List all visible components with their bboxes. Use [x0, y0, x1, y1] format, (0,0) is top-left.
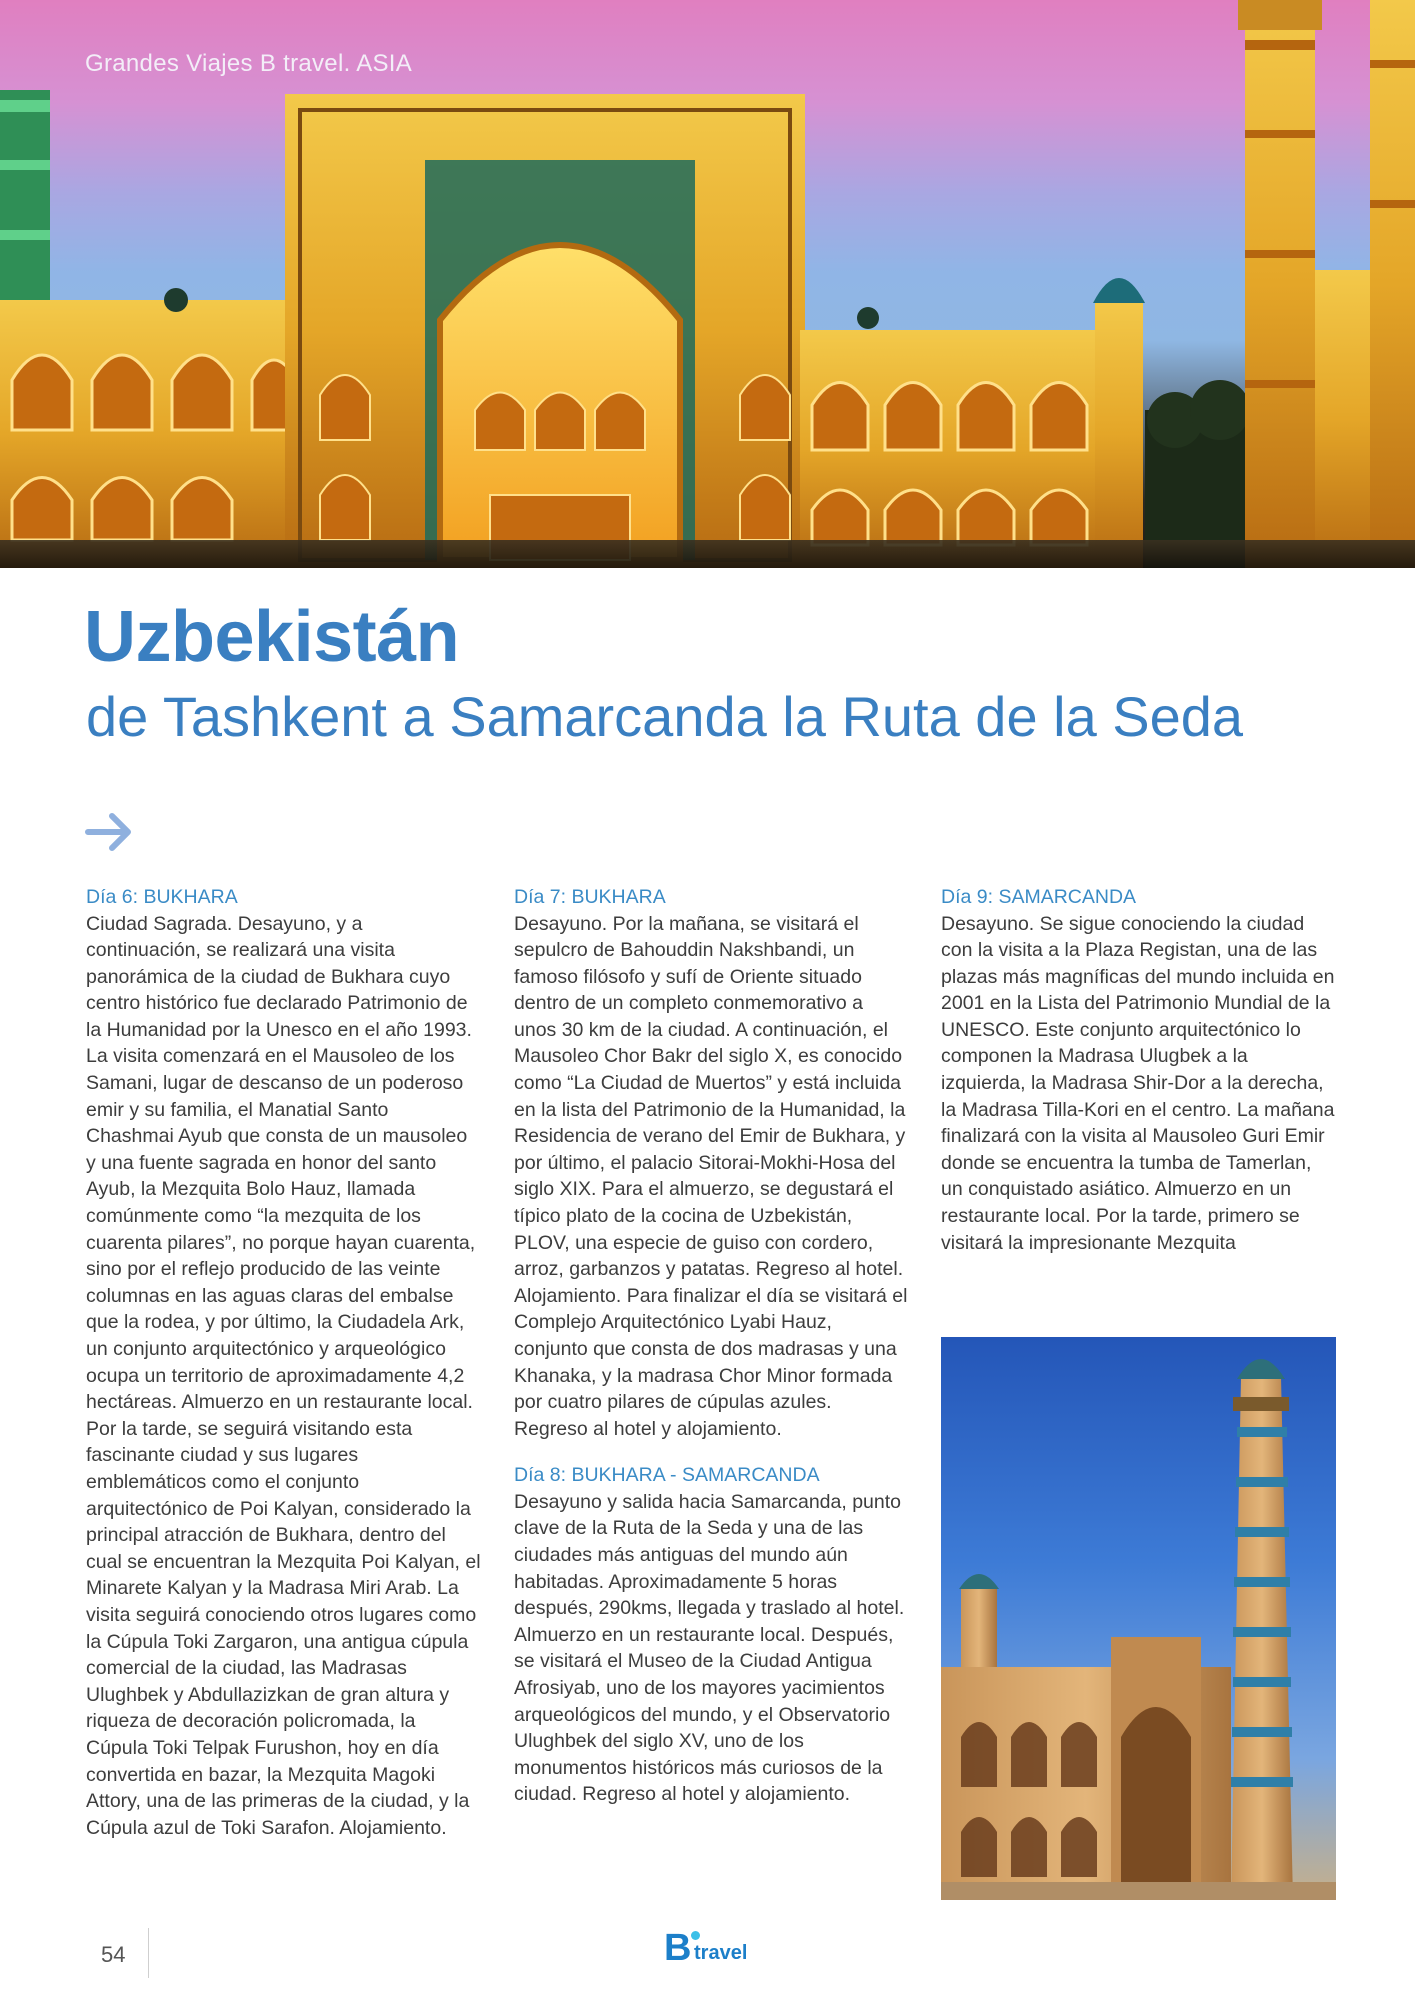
hero-photo — [0, 0, 1415, 568]
day-heading: Día 9: SAMARCANDA — [941, 886, 1137, 908]
day-heading: Día 8: BUKHARA - SAMARCANDA — [514, 1464, 820, 1487]
itinerary-column-2 — [514, 884, 909, 1808]
logo-dot-icon — [691, 1931, 700, 1940]
registan-illustration — [0, 0, 1415, 568]
itinerary-column-3 — [941, 884, 1336, 1256]
page-title: Uzbekistán — [84, 597, 460, 677]
khiva-illustration — [941, 1337, 1336, 1900]
day-heading: Día 7: BUKHARA — [514, 886, 666, 908]
day-description: Desayuno. Se sigue conociendo la ciudad con la visita a la Plaza Registan, una de las plazas más magníficas del mundo incluida en 2001 en la Lista del Patrimonio Mundial de la UNESCO. Este conjunto arquitectónico lo componen la Madrasa Ulugbek a la izquierda, la Madrasa Shir-Dor a la derecha, la Madrasa Tilla-Kori en el centro. La mañana finalizará con la visita al Mausoleo Guri Emir donde se encuentra la tumba de Tamerlan, un conquistado asiático. Almuerzo en un restaurante local. Por la tarde, primero se visitará la impresionante Mezquita — [941, 912, 1335, 1254]
day-description: Desayuno y salida hacia Samarcanda, punto clave de la Ruta de la Seda y una de las ciudades más antiguas del mundo aún habitadas. Aproximadamente 5 horas después, 290kms, llegada y traslado al hotel. Almuerzo en un restaurante local. Después, se visitará el Museo de la Ciudad Antigua Afrosiyab, uno de los mayores yacimientos arqueológicos del mundo, y el Observatorio Ulughbek del siglo XV, uno de los monumentos históricos más curiosos de la ciudad. Regreso al hotel y alojamiento. — [514, 1490, 905, 1806]
day-description: Desayuno. Por la mañana, se visitará el sepulcro de Bahouddin Nakshbandi, un famoso filósofo y sufí de Oriente situado dentro de un completo conmemorativo a unos 30 km de la ciudad. A continuación, el Mausoleo Chor Bakr del siglo X, es conocido como “La Ciudad de Muertos” y está incluida en la lista del Patrimonio de la Humanidad, la Residencia de verano del Emir de Bukhara, y por último, el palacio Sitorai-Mokhi-Hosa del siglo XIX. Para el almuerzo, se degustará el típico plato de la cocina de Uzbekistán, PLOV, una especie de guiso con cordero, arroz, garbanzos y patatas. Regreso al hotel. Alojamiento. Para finalizar el día se visitará el Complejo Arquitectónico Lyabi Hauz, conjunto que consta de dos madrasas y una Khanaka, y la madrasa Chor Minor formada por cuatro pilares de cúpulas azules. Regreso al hotel y alojamiento. — [514, 912, 908, 1440]
footer-divider — [148, 1928, 149, 1978]
logo-letter: B — [664, 1927, 692, 1969]
arrow-right-icon — [84, 806, 136, 858]
logo-word: travel — [694, 1942, 748, 1964]
page-subtitle: de Tashkent a Samarcanda la Ruta de la Seda — [86, 685, 1244, 748]
day-heading: Día 6: BUKHARA — [86, 886, 238, 908]
section-caption: Grandes Viajes B travel. ASIA — [85, 50, 413, 77]
day-description: Ciudad Sagrada. Desayuno, y a continuación, se realizará una visita panorámica de la ciudad de Bukhara cuyo centro histórico fue declarado Patrimonio de la Humanidad por la Unesco en el año 1993. La visita comenzará en el Mausoleo de los Samani, lugar de descanso de un poderoso emir y su familia, el Manatial Santo Chashmai Ayub que consta de un mausoleo y una fuente sagrada en honor del santo Ayub, la Mezquita Bolo Hauz, llamada comúnmente como “la mezquita de los cuarenta pilares”, no porque hayan cuarenta, sino por el reflejo producido de las veinte columnas en las aguas claras del embalse que la rodea, y por último, la Ciudadela Ark, un conjunto arquitectónico y arqueológico ocupa un territorio de aproximadamente 4,2 hectáreas. Almuerzo en un restaurante local. Por la tarde, se seguirá visitando esta fascinante ciudad y sus lugares emblemáticos como el conjunto arquitectónico de Poi Kalyan, considerado la principal atracción de Bukhara, dentro del cual se encuentran la Mezquita Poi Kalyan, el Minarete Kalyan y la Madrasa Miri Arab. La visita seguirá conociendo otros lugares como la Cúpula Toki Zargaron, una antigua cúpula comercial de la ciudad, las Madrasas Ulughbek y Abdullazizkan de gran altura y riqueza de decoración policromada, la Cúpula Toki Telpak Furushon, hoy en día convertida en bazar, la Mezquita Magoki Attory, una de las primeras de la ciudad, y la Cúpula azul de Toki Sarafon. Alojamiento. — [86, 912, 481, 1839]
itinerary-column-1 — [86, 884, 481, 1841]
minaret-photo — [941, 1337, 1336, 1900]
page-number: 54 — [101, 1942, 126, 1967]
